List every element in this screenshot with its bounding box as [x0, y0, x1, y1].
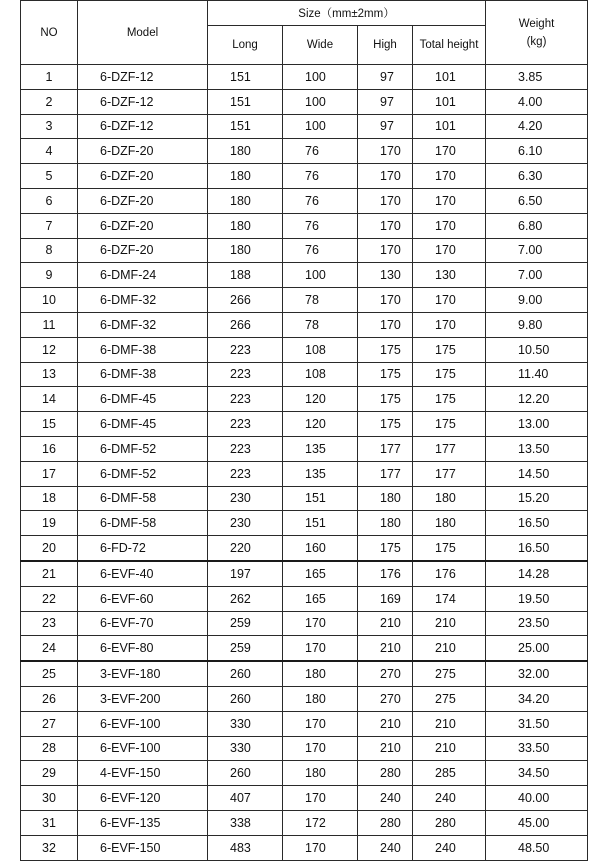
table-row: [21, 511, 588, 536]
cell-total-height: 280: [413, 810, 486, 835]
cell-high: 280: [358, 761, 413, 786]
cell-no: 16: [21, 436, 78, 461]
cell-weight: 7.00: [486, 238, 588, 263]
cell-long: 151: [208, 114, 283, 139]
cell-model: 6-EVF-40: [78, 561, 208, 586]
table-header: [21, 1, 588, 65]
cell-long: 266: [208, 288, 283, 313]
cell-weight: 9.00: [486, 288, 588, 313]
cell-high: 170: [358, 238, 413, 263]
cell-long: 180: [208, 139, 283, 164]
cell-model: 6-DMF-52: [78, 436, 208, 461]
cell-total-height: 101: [413, 89, 486, 114]
cell-long: 260: [208, 661, 283, 686]
cell-no: 11: [21, 312, 78, 337]
cell-total-height: 175: [413, 387, 486, 412]
cell-model: 3-EVF-180: [78, 661, 208, 686]
table-row: [21, 65, 588, 90]
cell-wide: 76: [283, 139, 358, 164]
cell-weight: 40.00: [486, 786, 588, 811]
cell-total-height: 176: [413, 561, 486, 586]
cell-high: 170: [358, 139, 413, 164]
cell-model: 6-EVF-135: [78, 810, 208, 835]
cell-model: 6-DZF-20: [78, 164, 208, 189]
cell-long: 223: [208, 461, 283, 486]
cell-weight: 14.28: [486, 561, 588, 586]
cell-no: 1: [21, 65, 78, 90]
cell-wide: 120: [283, 412, 358, 437]
table-row: [21, 786, 588, 811]
cell-long: 197: [208, 561, 283, 586]
cell-long: 259: [208, 636, 283, 661]
cell-no: 15: [21, 412, 78, 437]
cell-model: 6-EVF-150: [78, 835, 208, 860]
cell-high: 130: [358, 263, 413, 288]
cell-wide: 135: [283, 436, 358, 461]
cell-total-height: 210: [413, 736, 486, 761]
cell-weight: 6.10: [486, 139, 588, 164]
cell-wide: 180: [283, 661, 358, 686]
table-row: [21, 835, 588, 860]
cell-wide: 76: [283, 213, 358, 238]
cell-high: 240: [358, 786, 413, 811]
cell-high: 180: [358, 511, 413, 536]
cell-weight: 34.50: [486, 761, 588, 786]
cell-model: 6-DZF-20: [78, 238, 208, 263]
cell-long: 180: [208, 213, 283, 238]
cell-long: 330: [208, 711, 283, 736]
cell-wide: 170: [283, 786, 358, 811]
cell-total-height: 240: [413, 786, 486, 811]
cell-long: 260: [208, 761, 283, 786]
cell-no: 32: [21, 835, 78, 860]
header-high: High: [358, 26, 413, 65]
cell-total-height: 101: [413, 65, 486, 90]
cell-high: 180: [358, 486, 413, 511]
battery-spec-table: [20, 0, 588, 861]
cell-total-height: 275: [413, 686, 486, 711]
cell-model: 6-DMF-32: [78, 312, 208, 337]
cell-model: 6-EVF-120: [78, 786, 208, 811]
cell-long: 180: [208, 238, 283, 263]
cell-total-height: 285: [413, 761, 486, 786]
cell-high: 280: [358, 810, 413, 835]
cell-no: 30: [21, 786, 78, 811]
cell-model: 4-EVF-150: [78, 761, 208, 786]
cell-high: 210: [358, 611, 413, 636]
cell-model: 6-DMF-45: [78, 412, 208, 437]
cell-weight: 31.50: [486, 711, 588, 736]
table-row: [21, 288, 588, 313]
cell-high: 97: [358, 89, 413, 114]
cell-no: 9: [21, 263, 78, 288]
cell-model: 6-FD-72: [78, 536, 208, 561]
table-row: [21, 188, 588, 213]
table-row: [21, 636, 588, 661]
cell-weight: 23.50: [486, 611, 588, 636]
cell-long: 483: [208, 835, 283, 860]
cell-total-height: 177: [413, 461, 486, 486]
cell-total-height: 170: [413, 312, 486, 337]
cell-model: 6-EVF-70: [78, 611, 208, 636]
cell-weight: 13.50: [486, 436, 588, 461]
cell-long: 223: [208, 412, 283, 437]
table-body: [21, 65, 588, 861]
cell-wide: 78: [283, 312, 358, 337]
cell-no: 27: [21, 711, 78, 736]
cell-total-height: 275: [413, 661, 486, 686]
table-row: [21, 412, 588, 437]
cell-wide: 180: [283, 686, 358, 711]
cell-high: 97: [358, 114, 413, 139]
cell-weight: 6.30: [486, 164, 588, 189]
cell-weight: 32.00: [486, 661, 588, 686]
table-row: [21, 611, 588, 636]
cell-model: 6-DMF-32: [78, 288, 208, 313]
cell-no: 12: [21, 337, 78, 362]
cell-high: 170: [358, 288, 413, 313]
cell-long: 223: [208, 337, 283, 362]
cell-total-height: 174: [413, 586, 486, 611]
cell-weight: 7.00: [486, 263, 588, 288]
cell-high: 170: [358, 188, 413, 213]
cell-model: 6-DMF-52: [78, 461, 208, 486]
cell-high: 175: [358, 536, 413, 561]
cell-model: 6-DZF-20: [78, 188, 208, 213]
cell-wide: 100: [283, 89, 358, 114]
cell-wide: 170: [283, 835, 358, 860]
cell-weight: 9.80: [486, 312, 588, 337]
cell-weight: 48.50: [486, 835, 588, 860]
cell-model: 6-EVF-100: [78, 711, 208, 736]
cell-no: 7: [21, 213, 78, 238]
header-total-height: Total height: [413, 26, 486, 65]
cell-weight: 6.80: [486, 213, 588, 238]
cell-no: 2: [21, 89, 78, 114]
cell-long: 180: [208, 164, 283, 189]
cell-weight: 14.50: [486, 461, 588, 486]
header-weight-unit: (kg): [526, 35, 547, 48]
cell-model: 6-DMF-38: [78, 337, 208, 362]
table-row: [21, 312, 588, 337]
cell-high: 270: [358, 661, 413, 686]
header-model: Model: [78, 1, 208, 65]
cell-total-height: 180: [413, 511, 486, 536]
cell-no: 29: [21, 761, 78, 786]
cell-no: 14: [21, 387, 78, 412]
cell-weight: 4.00: [486, 89, 588, 114]
cell-total-height: 170: [413, 213, 486, 238]
table-row: [21, 536, 588, 561]
cell-long: 338: [208, 810, 283, 835]
cell-no: 18: [21, 486, 78, 511]
header-wide: Wide: [283, 26, 358, 65]
cell-weight: 3.85: [486, 65, 588, 90]
cell-no: 31: [21, 810, 78, 835]
cell-total-height: 210: [413, 611, 486, 636]
table-row: [21, 337, 588, 362]
cell-wide: 76: [283, 188, 358, 213]
cell-no: 6: [21, 188, 78, 213]
cell-long: 259: [208, 611, 283, 636]
table-row: [21, 810, 588, 835]
cell-high: 170: [358, 213, 413, 238]
cell-no: 24: [21, 636, 78, 661]
cell-long: 151: [208, 65, 283, 90]
cell-wide: 170: [283, 711, 358, 736]
cell-model: 6-DMF-38: [78, 362, 208, 387]
table-row: [21, 263, 588, 288]
table-row: [21, 387, 588, 412]
header-long: Long: [208, 26, 283, 65]
cell-wide: 78: [283, 288, 358, 313]
cell-high: 240: [358, 835, 413, 860]
cell-high: 177: [358, 436, 413, 461]
table-row: [21, 486, 588, 511]
table-row: [21, 686, 588, 711]
cell-model: 6-EVF-80: [78, 636, 208, 661]
cell-wide: 170: [283, 636, 358, 661]
cell-total-height: 177: [413, 436, 486, 461]
cell-long: 223: [208, 362, 283, 387]
cell-wide: 165: [283, 586, 358, 611]
cell-weight: 4.20: [486, 114, 588, 139]
cell-wide: 76: [283, 164, 358, 189]
cell-no: 4: [21, 139, 78, 164]
table-row: [21, 761, 588, 786]
cell-long: 223: [208, 387, 283, 412]
cell-weight: 11.40: [486, 362, 588, 387]
cell-total-height: 210: [413, 711, 486, 736]
cell-no: 26: [21, 686, 78, 711]
cell-wide: 172: [283, 810, 358, 835]
cell-long: 220: [208, 536, 283, 561]
cell-no: 25: [21, 661, 78, 686]
cell-model: 6-DMF-58: [78, 511, 208, 536]
cell-high: 175: [358, 387, 413, 412]
cell-long: 230: [208, 511, 283, 536]
cell-weight: 19.50: [486, 586, 588, 611]
cell-long: 180: [208, 188, 283, 213]
cell-no: 13: [21, 362, 78, 387]
cell-long: 407: [208, 786, 283, 811]
cell-no: 5: [21, 164, 78, 189]
cell-model: 3-EVF-200: [78, 686, 208, 711]
cell-high: 210: [358, 736, 413, 761]
cell-long: 266: [208, 312, 283, 337]
table-row: [21, 436, 588, 461]
table-row: [21, 89, 588, 114]
cell-weight: 33.50: [486, 736, 588, 761]
cell-wide: 100: [283, 114, 358, 139]
cell-wide: 108: [283, 362, 358, 387]
header-size: Size（mm±2mm）: [208, 1, 486, 26]
cell-model: 6-DMF-45: [78, 387, 208, 412]
cell-total-height: 170: [413, 238, 486, 263]
cell-high: 270: [358, 686, 413, 711]
cell-weight: 15.20: [486, 486, 588, 511]
cell-no: 17: [21, 461, 78, 486]
cell-model: 6-DZF-12: [78, 114, 208, 139]
cell-long: 262: [208, 586, 283, 611]
cell-wide: 120: [283, 387, 358, 412]
cell-no: 20: [21, 536, 78, 561]
cell-total-height: 210: [413, 636, 486, 661]
cell-model: 6-DZF-20: [78, 213, 208, 238]
table-row: [21, 736, 588, 761]
cell-weight: 16.50: [486, 536, 588, 561]
cell-no: 21: [21, 561, 78, 586]
cell-long: 330: [208, 736, 283, 761]
cell-high: 175: [358, 337, 413, 362]
cell-long: 151: [208, 89, 283, 114]
cell-total-height: 175: [413, 362, 486, 387]
cell-wide: 165: [283, 561, 358, 586]
table-row: [21, 461, 588, 486]
cell-total-height: 180: [413, 486, 486, 511]
cell-high: 170: [358, 164, 413, 189]
header-no: NO: [21, 1, 78, 65]
cell-total-height: 170: [413, 139, 486, 164]
cell-long: 260: [208, 686, 283, 711]
cell-long: 188: [208, 263, 283, 288]
cell-model: 6-DMF-24: [78, 263, 208, 288]
cell-wide: 151: [283, 486, 358, 511]
cell-high: 210: [358, 711, 413, 736]
table-row: [21, 711, 588, 736]
header-weight: [486, 1, 588, 65]
cell-weight: 34.20: [486, 686, 588, 711]
cell-weight: 10.50: [486, 337, 588, 362]
header-weight-label: Weight: [518, 17, 555, 30]
table-row: [21, 114, 588, 139]
cell-wide: 180: [283, 761, 358, 786]
cell-wide: 151: [283, 511, 358, 536]
cell-wide: 170: [283, 736, 358, 761]
cell-weight: 25.00: [486, 636, 588, 661]
cell-no: 23: [21, 611, 78, 636]
cell-wide: 170: [283, 611, 358, 636]
cell-model: 6-DZF-12: [78, 89, 208, 114]
table-row: [21, 362, 588, 387]
cell-weight: 12.20: [486, 387, 588, 412]
cell-high: 210: [358, 636, 413, 661]
cell-total-height: 175: [413, 337, 486, 362]
cell-total-height: 101: [413, 114, 486, 139]
cell-weight: 13.00: [486, 412, 588, 437]
cell-no: 19: [21, 511, 78, 536]
table-row: [21, 586, 588, 611]
table-row: [21, 238, 588, 263]
table-row: [21, 164, 588, 189]
cell-total-height: 130: [413, 263, 486, 288]
cell-weight: 45.00: [486, 810, 588, 835]
cell-long: 230: [208, 486, 283, 511]
table-row: [21, 561, 588, 586]
cell-high: 177: [358, 461, 413, 486]
cell-wide: 108: [283, 337, 358, 362]
cell-model: 6-DMF-58: [78, 486, 208, 511]
cell-total-height: 170: [413, 164, 486, 189]
cell-high: 176: [358, 561, 413, 586]
cell-model: 6-EVF-100: [78, 736, 208, 761]
cell-wide: 160: [283, 536, 358, 561]
cell-no: 8: [21, 238, 78, 263]
cell-model: 6-DZF-12: [78, 65, 208, 90]
cell-wide: 76: [283, 238, 358, 263]
cell-wide: 135: [283, 461, 358, 486]
cell-long: 223: [208, 436, 283, 461]
cell-no: 28: [21, 736, 78, 761]
cell-total-height: 240: [413, 835, 486, 860]
cell-high: 170: [358, 312, 413, 337]
cell-total-height: 175: [413, 536, 486, 561]
table-row: [21, 213, 588, 238]
cell-total-height: 175: [413, 412, 486, 437]
cell-total-height: 170: [413, 288, 486, 313]
cell-high: 97: [358, 65, 413, 90]
cell-weight: 16.50: [486, 511, 588, 536]
cell-total-height: 170: [413, 188, 486, 213]
cell-high: 175: [358, 412, 413, 437]
cell-no: 3: [21, 114, 78, 139]
cell-no: 10: [21, 288, 78, 313]
table-row: [21, 139, 588, 164]
cell-model: 6-DZF-20: [78, 139, 208, 164]
cell-weight: 6.50: [486, 188, 588, 213]
cell-wide: 100: [283, 65, 358, 90]
cell-high: 175: [358, 362, 413, 387]
cell-wide: 100: [283, 263, 358, 288]
cell-high: 169: [358, 586, 413, 611]
table-row: [21, 661, 588, 686]
cell-model: 6-EVF-60: [78, 586, 208, 611]
cell-no: 22: [21, 586, 78, 611]
